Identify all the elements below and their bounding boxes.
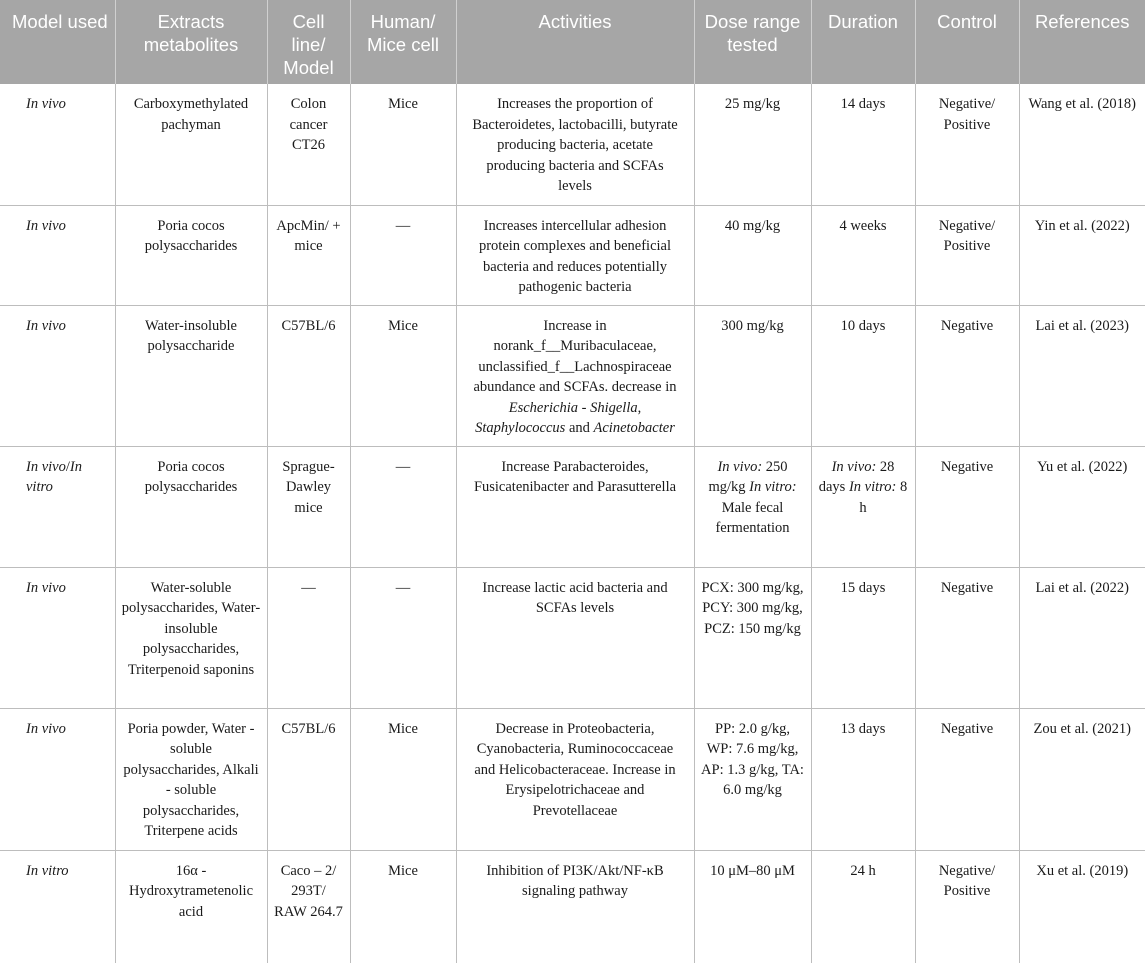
cell-duration: 10 days <box>811 305 915 446</box>
cell-control: Negative <box>915 446 1019 567</box>
cell-model: In vivo <box>0 305 115 446</box>
header-references: References <box>1019 0 1145 84</box>
header-control: Control <box>915 0 1019 84</box>
cell-human-mice: — <box>350 567 456 708</box>
cell-model: In vivo/In vitro <box>0 446 115 567</box>
cell-cell-line: C57BL/6 <box>267 305 350 446</box>
cell-duration: 13 days <box>811 708 915 850</box>
cell-activities: Inhibition of PI3K/Akt/NF-κB signaling pathway <box>456 850 694 963</box>
cell-human-mice: Mice <box>350 708 456 850</box>
cell-extract: Poria powder, Water - soluble polysaccharides, Alkali - soluble polysaccharides, Triterpene acids <box>115 708 267 850</box>
cell-dose: PP: 2.0 g/kg, WP: 7.6 mg/kg, AP: 1.3 g/kg, TA: 6.0 mg/kg <box>694 708 811 850</box>
cell-cell-line: C57BL/6 <box>267 708 350 850</box>
cell-human-mice: Mice <box>350 84 456 205</box>
cell-extract: Poria cocos polysaccharides <box>115 446 267 567</box>
cell-reference: Lai et al. (2023) <box>1019 305 1145 446</box>
cell-human-mice: Mice <box>350 850 456 963</box>
cell-control: Negative <box>915 305 1019 446</box>
table-row <box>0 708 1145 850</box>
header-duration: Duration <box>811 0 915 84</box>
header-activities: Activities <box>456 0 694 84</box>
table-row <box>0 850 1145 963</box>
cell-cell-line: Caco – 2/ 293T/ RAW 264.7 <box>267 850 350 963</box>
cell-duration: 14 days <box>811 84 915 205</box>
cell-dose: 300 mg/kg <box>694 305 811 446</box>
table-row <box>0 305 1145 446</box>
cell-model: In vivo <box>0 567 115 708</box>
header-extracts: Extracts metabolites <box>115 0 267 84</box>
cell-model: In vivo <box>0 205 115 305</box>
cell-human-mice: — <box>350 205 456 305</box>
cell-duration: In vivo: 28 days In vitro: 8 h <box>811 446 915 567</box>
cell-dose: 25 mg/kg <box>694 84 811 205</box>
cell-human-mice: — <box>350 446 456 567</box>
cell-model: In vivo <box>0 708 115 850</box>
header-human-mice: Human/ Mice cell <box>350 0 456 84</box>
cell-reference: Zou et al. (2021) <box>1019 708 1145 850</box>
header-dose: Dose range tested <box>694 0 811 84</box>
cell-reference: Lai et al. (2022) <box>1019 567 1145 708</box>
cell-activities: Increase lactic acid bacteria and SCFAs levels <box>456 567 694 708</box>
cell-dose: In vivo: 250 mg/kg In vitro: Male fecal fermentation <box>694 446 811 567</box>
cell-dose: PCX: 300 mg/kg, PCY: 300 mg/kg, PCZ: 150 mg/kg <box>694 567 811 708</box>
cell-activities: Increase in norank_f__Muribaculaceae, unclassified_f__Lachnospiraceae abundance and SCFAs. decrease in Escherichia - Shigella, Staphylococcus and Acinetobacter <box>456 305 694 446</box>
table-row <box>0 84 1145 205</box>
cell-duration: 4 weeks <box>811 205 915 305</box>
cell-reference: Yin et al. (2022) <box>1019 205 1145 305</box>
cell-extract: Carboxymethylated pachyman <box>115 84 267 205</box>
header-row <box>0 0 1145 84</box>
cell-activities: Increases the proportion of Bacteroidetes, lactobacilli, butyrate producing bacteria, acetate producing bacteria and SCFAs levels <box>456 84 694 205</box>
cell-cell-line: — <box>267 567 350 708</box>
cell-extract: Poria cocos polysaccharides <box>115 205 267 305</box>
cell-extract: Water-soluble polysaccharides, Water-insoluble polysaccharides, Triterpenoid saponins <box>115 567 267 708</box>
table-row <box>0 205 1145 305</box>
cell-duration: 15 days <box>811 567 915 708</box>
cell-extract: Water-insoluble polysaccharide <box>115 305 267 446</box>
cell-control: Negative <box>915 567 1019 708</box>
cell-control: Negative/ Positive <box>915 850 1019 963</box>
cell-control: Negative/ Positive <box>915 84 1019 205</box>
cell-cell-line: Sprague-Dawley mice <box>267 446 350 567</box>
cell-model: In vivo <box>0 84 115 205</box>
cell-control: Negative <box>915 708 1019 850</box>
cell-activities: Increase Parabacteroides, Fusicatenibacter and Parasutterella <box>456 446 694 567</box>
cell-cell-line: ApcMin/ + mice <box>267 205 350 305</box>
cell-dose: 40 mg/kg <box>694 205 811 305</box>
cell-activities: Increases intercellular adhesion protein complexes and beneficial bacteria and reduces potentially pathogenic bacteria <box>456 205 694 305</box>
cell-cell-line: Colon cancer CT26 <box>267 84 350 205</box>
cell-control: Negative/ Positive <box>915 205 1019 305</box>
cell-human-mice: Mice <box>350 305 456 446</box>
header-cell-line: Cell line/ Model <box>267 0 350 84</box>
table-row <box>0 567 1145 708</box>
header-model-used: Model used <box>0 0 115 84</box>
table-row <box>0 446 1145 567</box>
cell-activities: Decrease in Proteobacteria, Cyanobacteria, Ruminococcaceae and Helicobacteraceae. Increase in Erysipelotrichaceae and Prevotellaceae <box>456 708 694 850</box>
cell-duration: 24 h <box>811 850 915 963</box>
cell-reference: Xu et al. (2019) <box>1036 862 1129 879</box>
cell-reference: Wang et al. (2018) <box>1019 84 1145 205</box>
cell-dose: 10 μM–80 μM <box>694 850 811 963</box>
cell-model: In vitro <box>0 850 115 963</box>
cell-extract: 16α - Hydroxytrametenolic acid <box>115 850 267 963</box>
cell-reference: Yu et al. (2022) <box>1019 446 1145 567</box>
